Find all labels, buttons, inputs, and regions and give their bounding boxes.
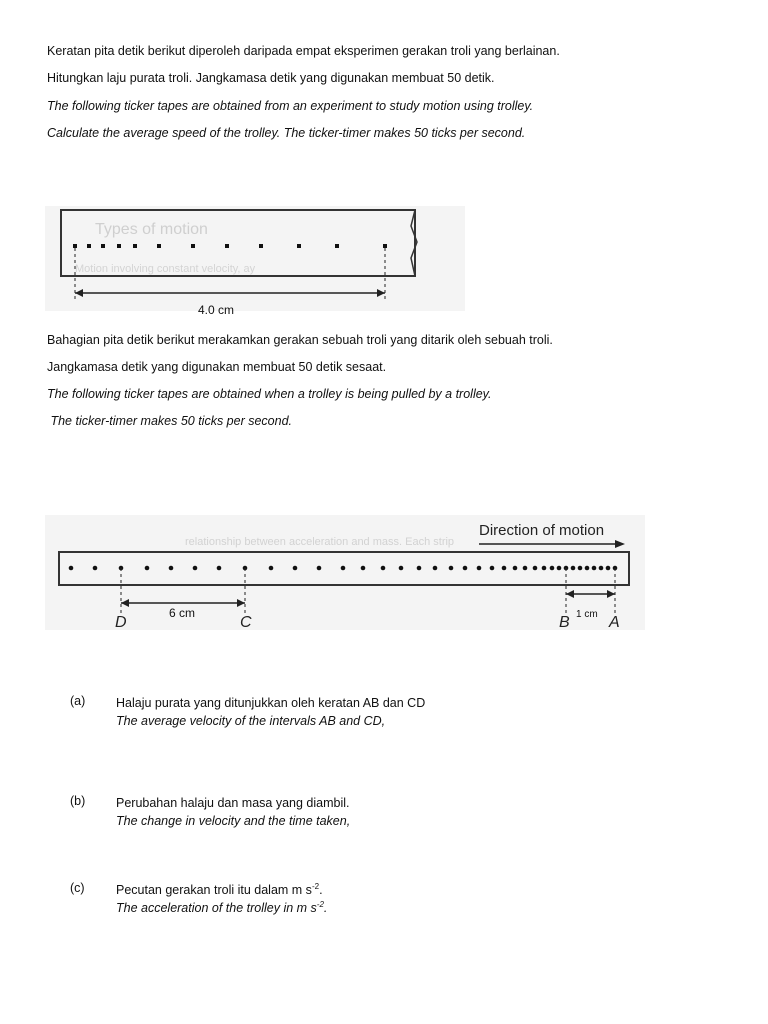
question-number: (b) [70, 794, 86, 808]
question-english-text: The acceleration of the trolley in m $s^{-2}$. [116, 899, 328, 915]
question-english-text: The change in velocity and the time taken, [116, 814, 351, 828]
faded-text: Motion involving constant velocity, ay [75, 263, 256, 275]
part2-line-malay-2: Jangkamasa detik yang digunakan membuat 50 detik sesaat. [47, 360, 387, 374]
question-english-text: The average velocity of the intervals AB and CD, [116, 714, 386, 728]
question-number: (c) [70, 881, 85, 895]
intro-line-english-1: The following ticker tapes are obtained from an experiment to study motion using trolley. [47, 99, 534, 113]
question-malay-text: Pecutan gerakan troli itu dalam m $s^{-2}$. [116, 881, 323, 897]
question-malay-text: Halaju purata yang ditunjukkan oleh keratan AB dan CD [116, 696, 426, 710]
cd-length-label: 6 cm [169, 606, 196, 620]
question-number: (a) [70, 694, 86, 708]
question-malay-text: Perubahan halaju dan masa yang diambil. [116, 796, 350, 810]
point-a: A [609, 614, 620, 630]
faded-text: relationship between acceleration and mass. Each strip [185, 536, 455, 548]
ticker-tape-figure-2 [45, 515, 645, 630]
intro-line-malay-2: Hitungkan laju purata troli. Jangkamasa detik yang digunakan membuat 50 detik. [47, 71, 495, 85]
ticker-tape-figure-1 [45, 206, 465, 318]
faded-heading: Types of motion [95, 221, 208, 238]
point-c: C [240, 614, 252, 630]
part2-line-english-2: The ticker-timer makes 50 ticks per second. [47, 414, 292, 428]
part2-line-english-1: The following ticker tapes are obtained when a trolley is being pulled by a trolley. [47, 387, 492, 401]
length-label: 4.0 cm [198, 303, 235, 317]
part2-line-malay-1: Bahagian pita detik berikut merakamkan gerakan sebuah troli yang ditarik oleh sebuah troli. [47, 333, 553, 347]
intro-line-english-2: Calculate the average speed of the trolley. The ticker-timer makes 50 ticks per second. [47, 126, 526, 140]
intro-line-malay-1: Keratan pita detik berikut diperoleh daripada empat eksperimen gerakan troli yang berlainan. [47, 44, 560, 58]
point-d: D [115, 614, 127, 630]
point-b: B [559, 614, 570, 630]
ab-length-label: 1 cm [576, 609, 598, 620]
direction-label: Direction of motion [479, 522, 605, 539]
